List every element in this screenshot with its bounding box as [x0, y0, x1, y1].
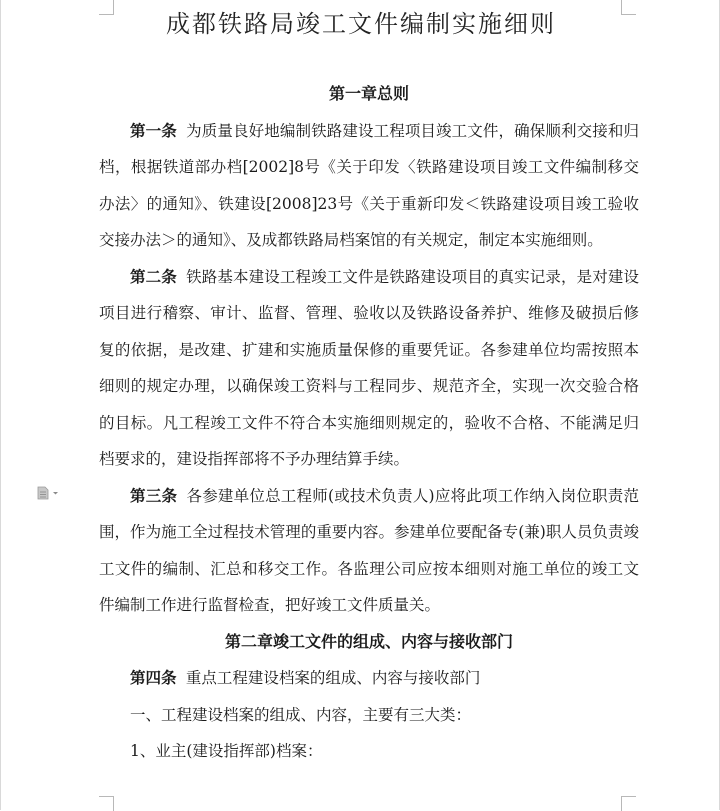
- page-corner-mark: [99, 796, 114, 811]
- article-text: 重点工程建设档案的组成、内容与接收部门: [185, 669, 481, 687]
- page-corner-mark: [621, 796, 636, 811]
- article-label: 第四条: [130, 668, 177, 687]
- document-body: [99, 76, 639, 770]
- article-text: 铁路基本建设工程竣工文件是铁路建设项目的真实记录，是对建设项目进行稽察、审计、监督、管理、验收以及铁路设备养护、维修及破损后修复的依据，是改建、扩建和实施质量保修的重要凭证。各参建单位均需按照本细则的规定办理，以确保竣工资料与工程同步、规范齐全，实现一次交验合格的目标。凡工程竣工文件不符合本实施细则规定的，验收不合格、不能满足归档要求的，建设指挥部将不予办理结算手续。: [99, 267, 639, 468]
- article-paragraph: [99, 113, 639, 259]
- article-label: 第三条: [130, 485, 178, 505]
- article-paragraph: [99, 478, 639, 624]
- chapter-heading: 第一章总则: [328, 84, 409, 103]
- article-label: 第一条: [130, 120, 177, 140]
- article-text: 为质量良好地编制铁路建设工程项目竣工文件，确保顺利交接和归档，根据铁道部办档[2002]8号《关于印发〈铁路建设项目竣工文件编制移交办法〉的通知》、铁建设[2008]23号《关于重新印发＜铁路建设项目竣工验收交接办法＞的通知》、及成都铁路局档案馆的有关规定，制定本实施细则。: [99, 121, 639, 249]
- list-line: 一、工程建设档案的组成、内容，主要有三大类：: [130, 705, 472, 724]
- list-line: 1、业主(建设指挥部)档案：: [130, 742, 323, 760]
- document-title: 成都铁路局竣工文件编制实施细则: [166, 10, 556, 38]
- chapter-heading: 第二章竣工文件的组成、内容与接收部门: [224, 631, 513, 651]
- article-paragraph: [99, 259, 639, 478]
- article-paragraph: [99, 660, 639, 697]
- article-label: 第二条: [130, 266, 177, 286]
- article-text: 各参建单位总工程师(或技术负责人)应将此项工作纳入岗位职责范围，作为施工全过程技术管理的重要内容。参建单位要配备专(兼)职人员负责竣工文件的编制、汇总和移交工作。各监理公司应按本细则对施工单位的竣工文件编制工作进行监督检查，把好竣工文件质量关。: [99, 486, 639, 614]
- document-options-icon[interactable]: [37, 486, 63, 500]
